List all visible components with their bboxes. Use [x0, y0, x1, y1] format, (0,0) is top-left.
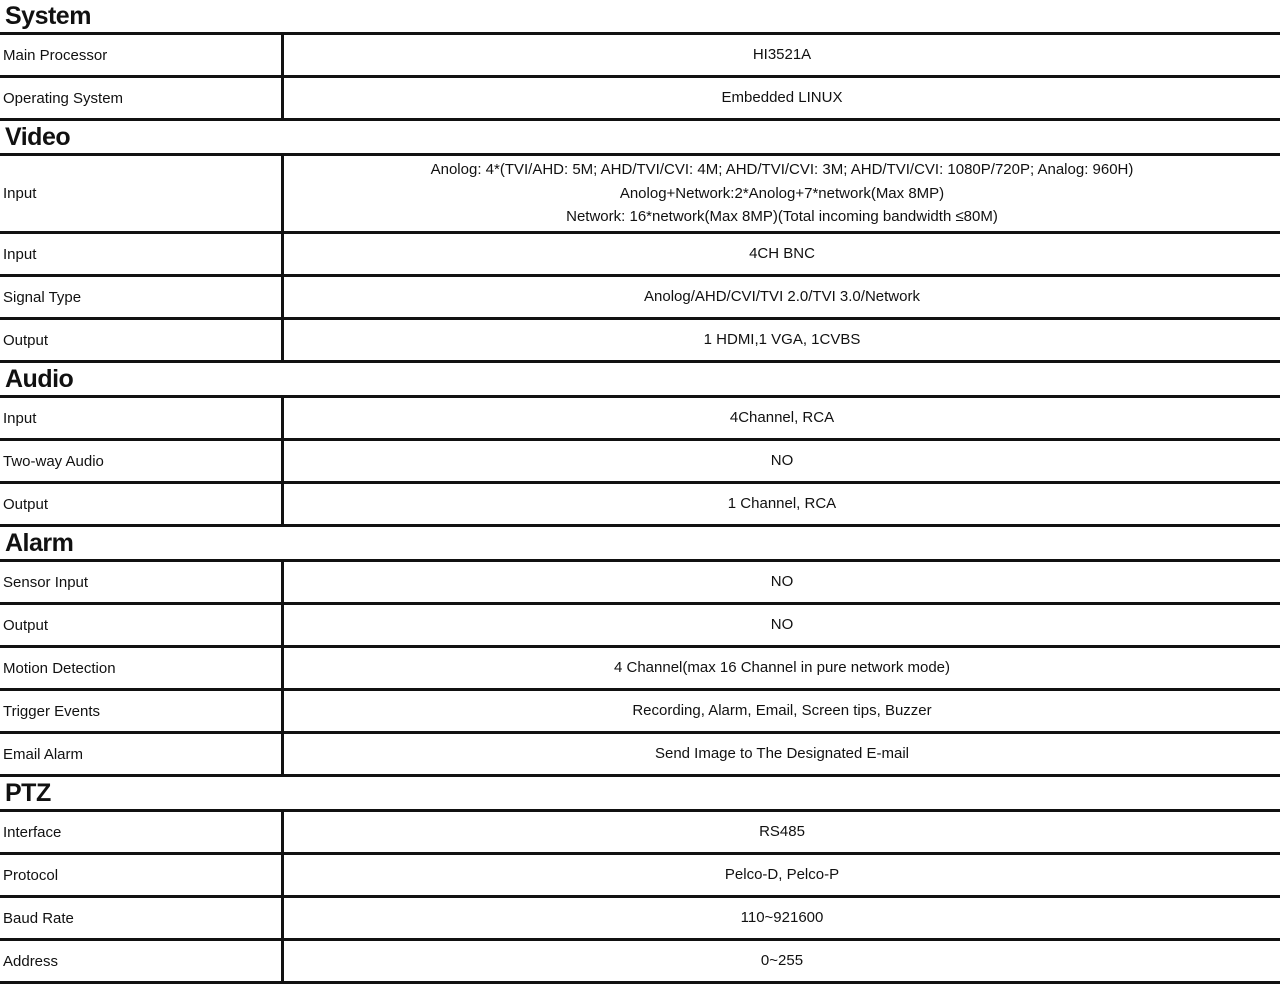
- spec-value: [284, 898, 1280, 938]
- spec-label: Main Processor: [0, 35, 284, 75]
- spec-row-video-input: [0, 234, 1280, 277]
- spec-label: Address: [0, 941, 284, 981]
- spec-row-alarm-output: [0, 605, 1280, 648]
- spec-row-ptz-interface: [0, 812, 1280, 855]
- spec-value: [284, 35, 1280, 75]
- spec-label: Output: [0, 605, 284, 645]
- section-header-audio: [0, 363, 1280, 398]
- spec-value-line: NO: [770, 573, 794, 591]
- spec-value-line: Network: 16*network(Max 8MP)(Total incoming bandwidth ≤80M): [566, 208, 998, 226]
- spec-label: Input: [0, 234, 284, 274]
- spec-row-video-signal-type: [0, 277, 1280, 320]
- spec-value: [284, 734, 1280, 774]
- spec-value-line: 4 Channel(max 16 Channel in pure network mode): [613, 659, 951, 677]
- spec-value-line: Pelco-D, Pelco-P: [724, 866, 840, 884]
- spec-value-line: 4CH BNC: [749, 245, 815, 263]
- section-title: Alarm: [5, 528, 74, 557]
- spec-value-line: 110~921600: [740, 909, 824, 927]
- spec-row-alarm-motion-detection: [0, 648, 1280, 691]
- section-header-ptz: [0, 777, 1280, 812]
- section-header-system: [0, 0, 1280, 35]
- spec-label: Operating System: [0, 78, 284, 118]
- spec-label: Motion Detection: [0, 648, 284, 688]
- spec-value-line: NO: [770, 452, 794, 470]
- spec-row-ptz-address: [0, 941, 1280, 984]
- spec-value: [284, 812, 1280, 852]
- spec-label: Protocol: [0, 855, 284, 895]
- spec-value-line: 1 HDMI,1 VGA, 1CVBS: [703, 331, 861, 349]
- spec-value: [284, 78, 1280, 118]
- spec-value: [284, 605, 1280, 645]
- spec-value: [284, 398, 1280, 438]
- spec-value: [284, 648, 1280, 688]
- section-header-alarm: [0, 527, 1280, 562]
- spec-label: Output: [0, 484, 284, 524]
- spec-value-line: 0~255: [760, 952, 804, 970]
- spec-value-line: 4Channel, RCA: [729, 409, 835, 427]
- section-title: System: [5, 1, 91, 30]
- spec-value: [284, 320, 1280, 360]
- section-title: PTZ: [5, 778, 51, 807]
- spec-value-line: Embedded LINUX: [721, 89, 843, 107]
- spec-label: Signal Type: [0, 277, 284, 317]
- spec-row-audio-output: [0, 484, 1280, 527]
- spec-value-line: Anolog+Network:2*Anolog+7*network(Max 8MP): [619, 184, 945, 202]
- spec-row-audio-input: [0, 398, 1280, 441]
- spec-value-line: RS485: [759, 823, 805, 841]
- spec-label: Input: [0, 398, 284, 438]
- spec-label: Two-way Audio: [0, 441, 284, 481]
- section-title: Video: [5, 122, 71, 151]
- spec-value: [284, 691, 1280, 731]
- spec-value: [284, 562, 1280, 602]
- spec-value: [284, 441, 1280, 481]
- spec-row-system-main-processor: [0, 35, 1280, 78]
- spec-value-line: Recording, Alarm, Email, Screen tips, Buzzer: [632, 702, 932, 720]
- spec-value: [284, 234, 1280, 274]
- spec-label: Input: [0, 156, 284, 231]
- spec-value: [284, 855, 1280, 895]
- spec-value-line: Anolog/AHD/CVI/TVI 2.0/TVI 3.0/Network: [644, 288, 920, 306]
- spec-row-ptz-protocol: [0, 855, 1280, 898]
- spec-row-video-output: [0, 320, 1280, 363]
- spec-value: [284, 484, 1280, 524]
- spec-value-line: Send Image to The Designated E-mail: [654, 745, 910, 763]
- spec-row-ptz-baud-rate: [0, 898, 1280, 941]
- spec-label: Interface: [0, 812, 284, 852]
- spec-row-video-input: [0, 156, 1280, 234]
- spec-row-audio-two-way-audio: [0, 441, 1280, 484]
- section-title: Audio: [5, 364, 74, 393]
- spec-label: Sensor Input: [0, 562, 284, 602]
- spec-label: Email Alarm: [0, 734, 284, 774]
- spec-value: [284, 156, 1280, 231]
- spec-label: Baud Rate: [0, 898, 284, 938]
- spec-row-system-operating-system: [0, 78, 1280, 121]
- spec-label: Output: [0, 320, 284, 360]
- spec-row-alarm-trigger-events: [0, 691, 1280, 734]
- spec-label: Trigger Events: [0, 691, 284, 731]
- spec-value-line: NO: [770, 616, 794, 634]
- spec-row-alarm-sensor-input: [0, 562, 1280, 605]
- spec-row-alarm-email-alarm: [0, 734, 1280, 777]
- spec-value: [284, 277, 1280, 317]
- spec-value-line: Anolog: 4*(TVI/AHD: 5M; AHD/TVI/CVI: 4M; AHD/TVI/CVI: 3M; AHD/TVI/CVI: 1080P/720P; Analog: 960H): [430, 161, 1134, 179]
- section-header-video: [0, 121, 1280, 156]
- spec-value: [284, 941, 1280, 981]
- spec-value-line: 1 Channel, RCA: [727, 495, 837, 513]
- spec-value-line: HI3521A: [752, 46, 812, 64]
